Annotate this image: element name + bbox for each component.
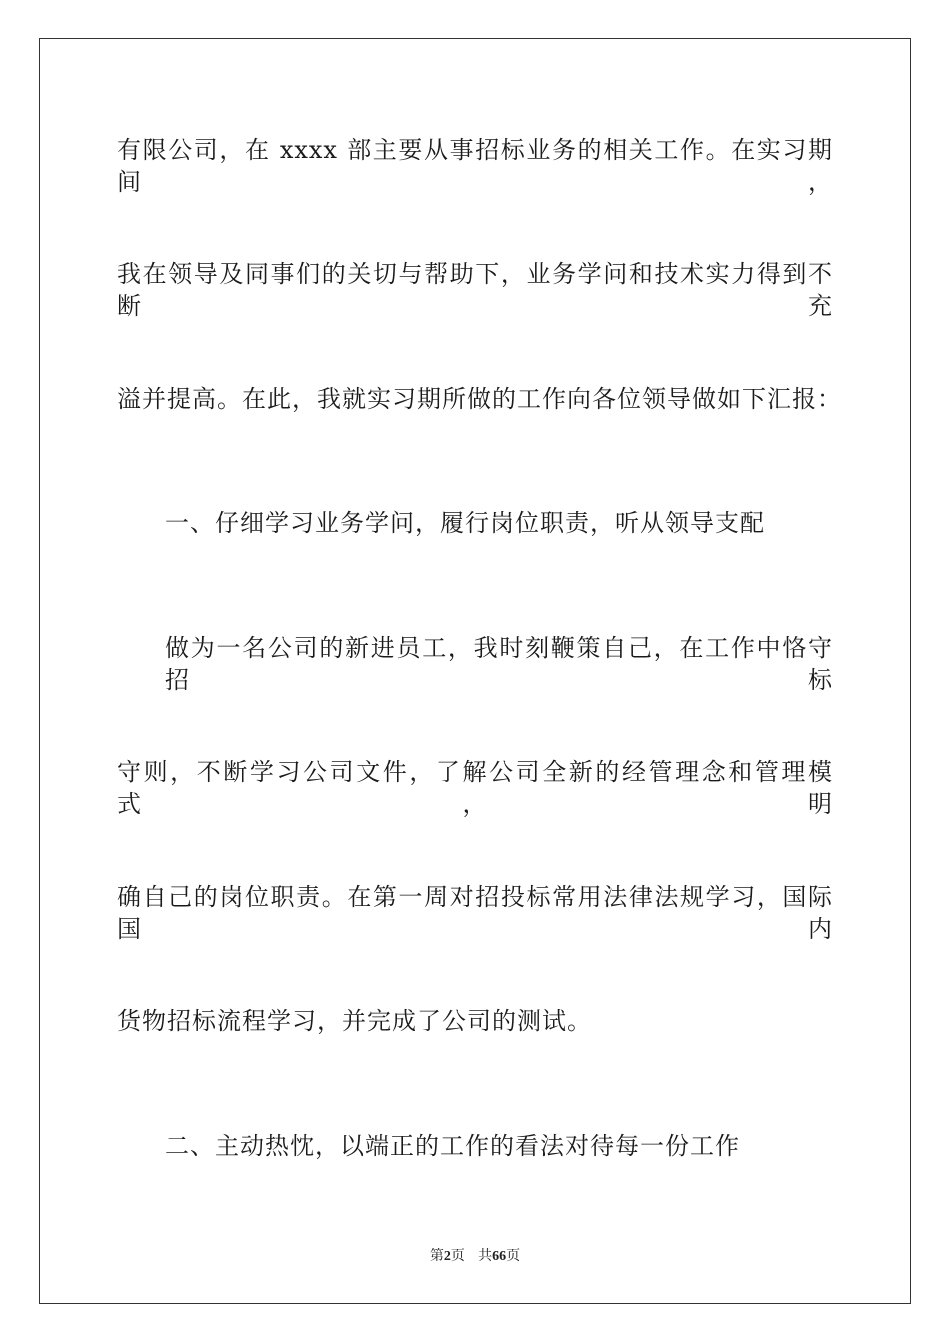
total-pages: 66 — [492, 1249, 507, 1264]
section-heading-2: 二、主动热忱，以端正的工作的看法对待每一份工作 — [165, 1132, 740, 1160]
page-prefix: 第 — [429, 1248, 444, 1264]
body-line-7: 货物招标流程学习，并完成了公司的测试。 — [117, 1007, 592, 1035]
page-suffix: 页 — [450, 1248, 465, 1264]
body-line-2: 我在领导及同事们的关切与帮助下，业务学问和技术实力得到不断充 — [117, 260, 833, 320]
total-prefix: 共 — [478, 1248, 493, 1264]
body-line-4: 做为一名公司的新进员工，我时刻鞭策自己，在工作中恪守招标 — [165, 634, 833, 694]
total-suffix: 页 — [506, 1248, 521, 1264]
section-heading-1: 一、仔细学习业务学问，履行岗位职责，听从领导支配 — [165, 509, 765, 537]
page-footer — [0, 1246, 950, 1267]
body-line-3: 溢并提高。在此，我就实习期所做的工作向各位领导做如下汇报： — [117, 385, 842, 413]
page-number: 2 — [443, 1249, 451, 1264]
body-line-5: 守则，不断学习公司文件，了解公司全新的经管理念和管理模式，明 — [117, 758, 833, 818]
body-line-1: 有限公司，在 xxxx 部主要从事招标业务的相关工作。在实习期间， — [117, 136, 833, 196]
body-line-6: 确自己的岗位职责。在第一周对招投标常用法律法规学习，国际国内 — [117, 883, 833, 943]
